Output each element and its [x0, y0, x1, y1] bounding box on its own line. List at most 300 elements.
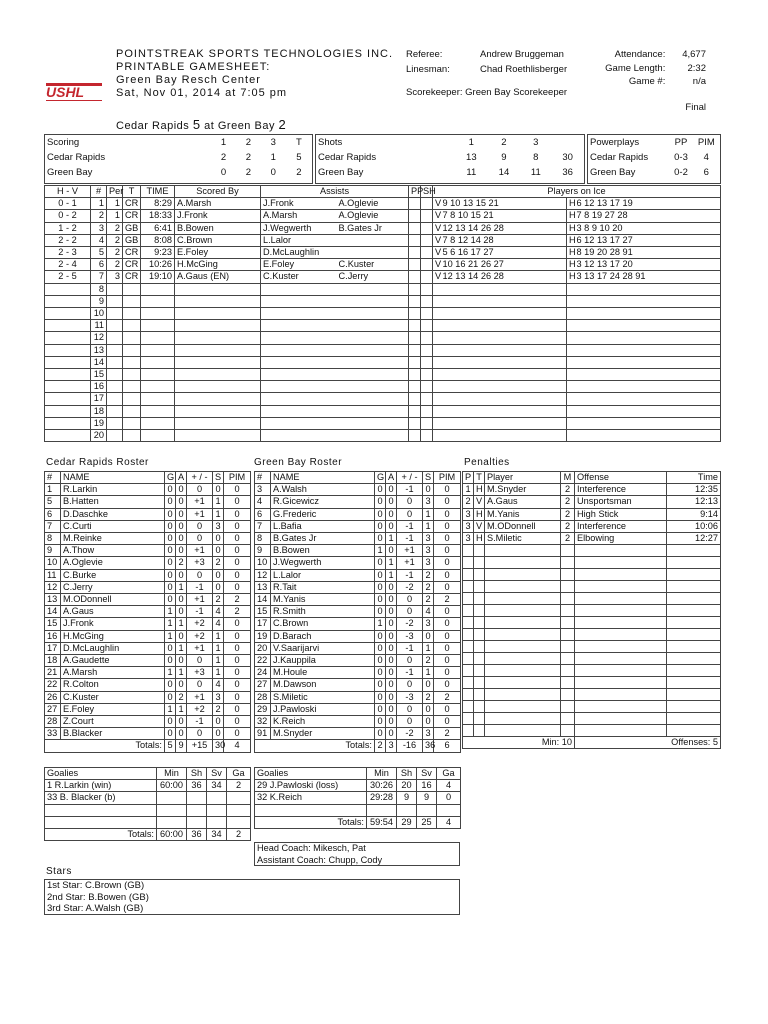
gb-roster-cell: 0 — [386, 508, 397, 520]
gb-roster-cell: 0 — [434, 667, 461, 679]
gb-roster-cell: 22 — [255, 655, 271, 667]
goal-cell: CR — [123, 259, 141, 271]
goal-cell — [261, 356, 337, 368]
penalty-cell — [463, 557, 474, 569]
cr-roster-cell: B.Hatten — [61, 496, 165, 508]
cr-goalies-totals-label: Totals: — [45, 828, 157, 840]
goal-cell: 6 12 13 17 27 — [575, 234, 721, 246]
goal-cell — [45, 283, 91, 295]
shots-cell: 11 — [530, 167, 541, 178]
penalty-cell — [575, 569, 667, 581]
goal-cell — [567, 393, 575, 405]
cr-roster-header-cell: S — [213, 472, 224, 484]
penalty-cell — [485, 713, 561, 725]
goal-cell: 1 - 2 — [45, 222, 91, 234]
cr-roster-cell: 1 — [213, 655, 224, 667]
assistant-coach: Assistant Coach: Chupp, Cody — [257, 854, 383, 865]
cr-roster-totals-cell: 30 — [213, 740, 224, 752]
gb-roster-totals-cell: 2 — [375, 740, 386, 752]
penalty-row — [463, 569, 721, 581]
gb-roster-cell: 0 — [434, 533, 461, 545]
penalty-cell — [667, 689, 721, 701]
cr-roster-cell: 2 — [176, 557, 187, 569]
penalty-cell — [463, 689, 474, 701]
gb-goalies-cell: 30:26 — [367, 780, 397, 792]
shots-cell: 36 — [562, 167, 573, 178]
cr-roster-totals-label: Totals: — [45, 740, 165, 752]
gb-roster-cell: 0 — [375, 667, 386, 679]
gb-roster-cell: -1 — [397, 569, 423, 581]
cr-roster-cell: 1 — [45, 484, 61, 496]
goal-cell: 9 10 13 15 21 — [441, 198, 567, 210]
goal-cell — [45, 344, 91, 356]
gb-roster-cell: R.Smith — [271, 606, 375, 618]
scoring-cell: 2 — [245, 152, 252, 163]
penalty-row — [463, 701, 721, 713]
cr-goalies-header-cell: Sh — [187, 768, 207, 780]
goal-cell — [337, 356, 409, 368]
penalty-row — [463, 581, 721, 593]
goal-cell — [107, 320, 123, 332]
cr-roster-cell: 0 — [187, 520, 213, 532]
goal-cell — [141, 381, 175, 393]
gb-roster-cell: -1 — [397, 484, 423, 496]
gb-goalies-cell: 29:28 — [367, 792, 397, 804]
gb-roster-cell: B.Gates Jr — [271, 533, 375, 545]
gb-roster-player-row — [255, 655, 461, 667]
penalty-cell: H — [474, 508, 485, 520]
gb-roster-cell: R.Tait — [271, 581, 375, 593]
penalty-cell — [561, 629, 575, 641]
goal-cell: 12 13 14 26 28 — [441, 271, 567, 283]
goal-cell — [441, 320, 567, 332]
goal-cell: 8 — [91, 283, 107, 295]
gb-roster-player-row — [255, 545, 461, 557]
goal-cell: 3 — [107, 271, 123, 283]
scoring-row — [45, 150, 312, 165]
gb-roster-player-row — [255, 667, 461, 679]
goal-cell: A.Marsh — [261, 210, 337, 222]
goal-cell — [45, 381, 91, 393]
gb-roster-cell: 1 — [423, 508, 434, 520]
scoring-cell: Cedar Rapids — [47, 152, 106, 163]
penalty-cell — [667, 641, 721, 653]
goal-cell — [107, 344, 123, 356]
gb-roster-header-cell: # — [255, 472, 271, 484]
cr-roster-cell: D.Daschke — [61, 508, 165, 520]
scoring-header-cell: 3 — [270, 137, 276, 148]
cr-roster-cell: 33 — [45, 728, 61, 740]
goal-cell — [409, 356, 421, 368]
gb-roster-cell: 2 — [423, 655, 434, 667]
penalty-row — [463, 653, 721, 665]
goal-cell — [261, 393, 337, 405]
cr-roster-cell: 0 — [176, 630, 187, 642]
shots-cell: 9 — [501, 152, 507, 163]
cr-roster-cell: 1 — [213, 508, 224, 520]
penalty-cell — [474, 617, 485, 629]
goal-cell: 17 — [91, 393, 107, 405]
cr-roster-cell: -1 — [187, 606, 213, 618]
shots-header-cell — [551, 135, 584, 150]
goal-cell — [337, 393, 409, 405]
goal-cell — [107, 308, 123, 320]
goal-cell: 12 — [91, 332, 107, 344]
shots-header-cell: Shots — [318, 137, 343, 148]
cr-roster-header-cell: G — [165, 472, 176, 484]
goal-row — [45, 198, 721, 210]
goal-cell — [107, 430, 123, 442]
penalty-cell — [575, 581, 667, 593]
goal-cell — [107, 283, 123, 295]
gb-roster-cell: J.Kauppila — [271, 655, 375, 667]
goal-cell — [123, 356, 141, 368]
goal-cell: 4 — [91, 234, 107, 246]
cr-roster-cell: 0 — [187, 728, 213, 740]
penalty-row — [463, 641, 721, 653]
gb-roster-cell: 0 — [434, 581, 461, 593]
gb-roster-cell: 0 — [434, 557, 461, 569]
gb-goalies-totals-row — [255, 816, 461, 828]
goal-cell — [421, 198, 433, 210]
gb-roster-player-row — [255, 728, 461, 740]
gb-roster-cell: 1 — [375, 545, 386, 557]
cr-roster-cell: 27 — [45, 703, 61, 715]
goal-cell: 12 13 14 26 28 — [441, 222, 567, 234]
powerplays-cell: Green Bay — [590, 167, 636, 178]
cr-roster-cell: 2 — [213, 594, 224, 606]
gb-roster-cell: 27 — [255, 679, 271, 691]
cr-roster-header-cell: PIM — [224, 472, 251, 484]
cr-roster-cell: 0 — [165, 716, 176, 728]
goal-cell: 2 - 3 — [45, 247, 91, 259]
goal-cell: H — [567, 259, 575, 271]
gb-goalies-cell: 0 — [437, 792, 461, 804]
gb-roster-cell: 3 — [423, 496, 434, 508]
gb-roster-cell: -2 — [397, 728, 423, 740]
penalties-min: Min: 10 — [463, 737, 575, 749]
goal-cell — [337, 369, 409, 381]
cr-roster-cell: 0 — [213, 533, 224, 545]
gb-roster-cell: -1 — [397, 667, 423, 679]
goal-cell — [175, 369, 261, 381]
penalty-cell — [474, 689, 485, 701]
powerplays-cell: 6 — [703, 167, 709, 178]
gb-roster-cell: 0 — [423, 716, 434, 728]
goal-cell: 9 — [91, 295, 107, 307]
penalty-cell — [474, 605, 485, 617]
gb-roster-header-cell: NAME — [271, 472, 375, 484]
goal-cell — [433, 332, 441, 344]
goal-cell: 3 8 9 10 20 — [575, 222, 721, 234]
cr-goalies-cell: 1 R.Larkin (win) — [45, 780, 157, 792]
gb-roster-cell: 14 — [255, 594, 271, 606]
gb-goalies-row — [255, 780, 461, 792]
penalty-cell — [485, 689, 561, 701]
goal-cell — [567, 320, 575, 332]
header-block — [116, 48, 393, 100]
gb-roster-cell: 0 — [386, 606, 397, 618]
goal-cell — [45, 320, 91, 332]
cr-goalies-cell — [207, 792, 227, 804]
goal-cell — [141, 393, 175, 405]
gb-roster-player-row — [255, 520, 461, 532]
penalty-cell — [667, 725, 721, 737]
goal-cell — [409, 405, 421, 417]
goal-cell — [575, 369, 721, 381]
scoring-table — [45, 135, 312, 180]
goals-header-cell: SH — [421, 186, 433, 198]
goal-cell — [175, 320, 261, 332]
penalty-cell — [667, 653, 721, 665]
cr-roster-cell: 0 — [176, 716, 187, 728]
goal-cell — [567, 308, 575, 320]
penalty-cell — [485, 653, 561, 665]
goal-cell: L.Lalor — [261, 234, 337, 246]
shots-cell: 11 — [466, 167, 477, 178]
goal-cell: 2 - 5 — [45, 271, 91, 283]
cr-roster-totals-cell: 5 — [165, 740, 176, 752]
gb-roster-cell: 17 — [255, 618, 271, 630]
gb-goalies-header-cell: Ga — [437, 768, 461, 780]
goal-cell: C.Jerry — [337, 271, 409, 283]
cr-roster-cell: 0 — [187, 679, 213, 691]
penalty-cell: 12:27 — [667, 533, 721, 545]
shots-cell: 30 — [562, 152, 573, 163]
gb-roster-totals-label: Totals: — [255, 740, 375, 752]
penalty-cell — [575, 593, 667, 605]
goals-section — [44, 185, 721, 442]
goal-cell: 7 8 12 14 28 — [441, 234, 567, 246]
cr-roster-cell: 0 — [165, 533, 176, 545]
goal-cell — [421, 405, 433, 417]
penalty-cell — [575, 665, 667, 677]
goal-cell: 2 — [107, 247, 123, 259]
goal-cell — [261, 369, 337, 381]
goal-cell — [433, 283, 441, 295]
gb-roster-cell: 1 — [386, 557, 397, 569]
gb-roster-cell: 2 — [423, 569, 434, 581]
goal-cell — [123, 308, 141, 320]
cr-goalies-cell — [187, 804, 207, 816]
goal-cell — [45, 369, 91, 381]
cr-roster-cell: 2 — [224, 594, 251, 606]
ushl-logo — [44, 80, 98, 104]
cr-roster-cell: 1 — [213, 667, 224, 679]
goal-cell — [567, 369, 575, 381]
cr-roster-header-cell: # — [45, 472, 61, 484]
cr-roster-cell: 1 — [176, 667, 187, 679]
cr-roster-player-row — [45, 716, 251, 728]
gb-roster-cell: 2 — [423, 581, 434, 593]
gb-roster-cell: 0 — [386, 667, 397, 679]
gb-roster-totals-cell: 3 — [386, 740, 397, 752]
goal-cell — [409, 222, 421, 234]
goal-cell — [567, 430, 575, 442]
penalty-cell — [474, 677, 485, 689]
gb-roster-cell: 3 — [423, 728, 434, 740]
gb-roster-cell: 28 — [255, 691, 271, 703]
goal-cell: 7 8 19 27 28 — [575, 210, 721, 222]
cr-roster-cell: 0 — [165, 655, 176, 667]
home-team-label: at Green Bay — [204, 120, 275, 132]
goal-cell — [45, 393, 91, 405]
penalty-cell: Interference — [575, 520, 667, 532]
goal-cell — [409, 430, 421, 442]
penalties-header-cell: T — [474, 472, 485, 484]
penalty-row — [463, 689, 721, 701]
cr-goalies-cell — [157, 804, 187, 816]
penalty-cell — [575, 629, 667, 641]
attendance-label: Attendance: — [614, 49, 666, 60]
cr-roster-cell: 1 — [213, 642, 224, 654]
gb-roster-cell: 0 — [434, 618, 461, 630]
away-team: Cedar Rapids — [116, 120, 190, 132]
cr-roster-header-cell: NAME — [61, 472, 165, 484]
penalty-cell — [463, 545, 474, 557]
powerplays-row — [588, 150, 720, 165]
scoring-header-cell: T — [295, 137, 302, 148]
cr-roster-cell: 0 — [176, 594, 187, 606]
gb-goalies-cell — [417, 804, 437, 816]
goal-cell — [433, 430, 441, 442]
cr-roster-cell: 15 — [45, 618, 61, 630]
cr-roster-cell: 0 — [165, 520, 176, 532]
gb-roster-cell: 0 — [386, 642, 397, 654]
goal-cell — [123, 283, 141, 295]
cr-roster-cell: 1 — [176, 618, 187, 630]
goal-cell — [123, 381, 141, 393]
goal-cell: 19:10 — [141, 271, 175, 283]
penalty-cell — [561, 569, 575, 581]
cr-roster-cell: 9 — [45, 545, 61, 557]
gb-roster-cell: 0 — [397, 716, 423, 728]
goal-cell — [421, 320, 433, 332]
goal-cell — [107, 393, 123, 405]
gb-roster-cell: +1 — [397, 545, 423, 557]
goal-cell: H — [567, 222, 575, 234]
cr-roster-cell: 0 — [165, 545, 176, 557]
gb-goalies-cell: 20 — [397, 780, 417, 792]
goal-cell: H — [567, 247, 575, 259]
goal-cell — [421, 259, 433, 271]
penalty-cell — [561, 665, 575, 677]
penalty-cell: 2 — [561, 484, 575, 496]
goal-cell: H — [567, 234, 575, 246]
cr-roster — [44, 471, 251, 753]
gb-roster-player-row — [255, 618, 461, 630]
penalty-cell — [561, 581, 575, 593]
goal-cell — [575, 405, 721, 417]
cr-roster-totals-cell: +15 — [187, 740, 213, 752]
goal-cell — [175, 308, 261, 320]
gb-roster-cell: 0 — [375, 496, 386, 508]
goal-cell — [567, 356, 575, 368]
goal-cell — [337, 247, 409, 259]
goal-cell — [123, 430, 141, 442]
cr-roster-cell: 0 — [224, 508, 251, 520]
stars-title: Stars — [46, 866, 72, 877]
cr-goalies-row — [45, 780, 251, 792]
cr-roster-cell: 0 — [213, 569, 224, 581]
goal-cell: 5 6 16 17 27 — [441, 247, 567, 259]
gb-roster-cell: C.Brown — [271, 618, 375, 630]
cr-roster-player-row — [45, 594, 251, 606]
penalty-cell — [463, 701, 474, 713]
gb-roster-cell: R.Gicewicz — [271, 496, 375, 508]
penalty-cell: 2 — [561, 496, 575, 508]
referee-name: Andrew Bruggeman — [480, 49, 564, 60]
attendance-value: 4,677 — [682, 49, 706, 60]
gb-roster-cell: M.Dawson — [271, 679, 375, 691]
gb-roster-cell: 0 — [434, 569, 461, 581]
penalty-cell — [474, 725, 485, 737]
penalties-table — [462, 471, 721, 749]
cr-roster-cell: 0 — [224, 679, 251, 691]
cr-roster-cell: 0 — [187, 533, 213, 545]
penalty-cell — [474, 545, 485, 557]
goal-cell — [441, 356, 567, 368]
cr-goalies-cell — [187, 792, 207, 804]
goal-cell: 0 - 2 — [45, 210, 91, 222]
goal-cell — [409, 393, 421, 405]
cr-goalies-header-cell: Min — [157, 768, 187, 780]
gb-roster-cell: -1 — [397, 520, 423, 532]
goal-row — [45, 210, 721, 222]
goal-cell — [175, 417, 261, 429]
penalty-cell — [474, 641, 485, 653]
goal-cell — [337, 405, 409, 417]
cr-roster-cell: 0 — [224, 618, 251, 630]
away-score: 5 — [192, 117, 201, 132]
goal-cell — [441, 381, 567, 393]
cr-roster-header-row — [45, 472, 251, 484]
gb-roster-cell: 0 — [386, 496, 397, 508]
penalty-cell — [561, 701, 575, 713]
gb-roster-cell: V.Saarijarvi — [271, 642, 375, 654]
goal-cell — [175, 295, 261, 307]
goal-row — [45, 295, 721, 307]
goal-cell — [261, 417, 337, 429]
goal-cell: V — [433, 247, 441, 259]
cr-roster-cell: 4 — [213, 679, 224, 691]
goal-cell — [123, 405, 141, 417]
cr-roster-cell: 0 — [176, 679, 187, 691]
gb-roster-cell: 0 — [434, 520, 461, 532]
goal-cell — [107, 381, 123, 393]
goal-cell — [409, 198, 421, 210]
gb-roster-cell: 13 — [255, 581, 271, 593]
gb-roster-cell: 0 — [375, 533, 386, 545]
cr-roster-cell: +3 — [187, 557, 213, 569]
penalty-cell: A.Gaus — [485, 496, 561, 508]
gb-roster-cell: 0 — [386, 655, 397, 667]
penalty-cell — [485, 677, 561, 689]
goal-cell — [337, 283, 409, 295]
goal-cell — [575, 417, 721, 429]
gb-roster-cell: 3 — [423, 545, 434, 557]
cr-roster-player-row — [45, 655, 251, 667]
goal-cell — [261, 283, 337, 295]
cr-goalies-cell: 33 B. Blacker (b) — [45, 792, 157, 804]
goal-row — [45, 271, 721, 283]
game-status: Final — [685, 102, 706, 113]
gb-roster-cell: 0 — [397, 508, 423, 520]
gb-roster-cell: 3 — [423, 533, 434, 545]
cr-goalies-totals-cell: 34 — [207, 828, 227, 840]
goal-cell: V — [433, 222, 441, 234]
penalty-cell: H — [474, 533, 485, 545]
